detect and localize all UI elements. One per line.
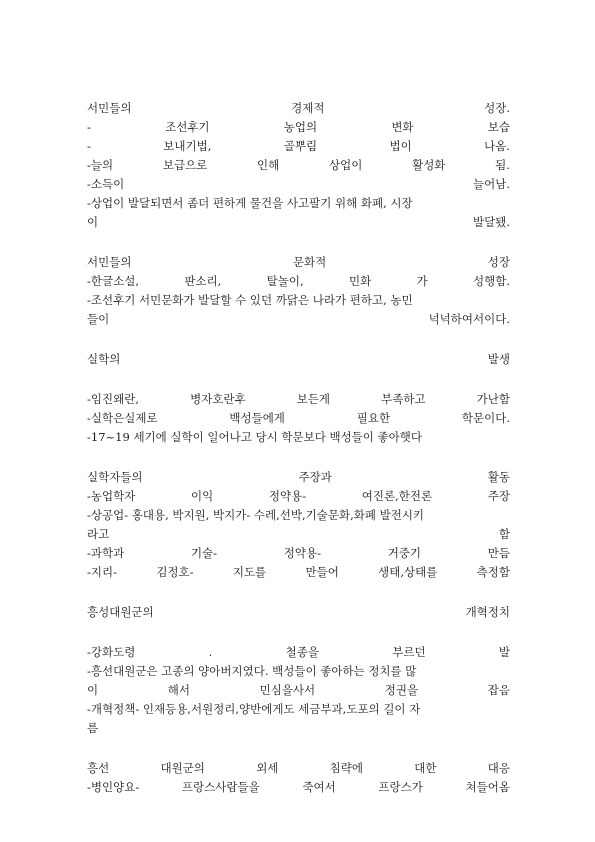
- text-word: 침략에: [329, 761, 363, 775]
- text-word: 가난함: [476, 392, 510, 406]
- text-word: 여진론,한전론: [361, 489, 433, 503]
- text-word: 인해: [257, 158, 280, 172]
- text-word: 농업의: [283, 120, 318, 134]
- text-line: [87, 390, 510, 409]
- text-word: 기술-: [190, 546, 218, 560]
- text-word: 필요한: [356, 411, 391, 425]
- text-word: 들이: [87, 312, 110, 326]
- text-word: 민심을사서: [259, 683, 316, 697]
- text-word: -: [87, 139, 91, 153]
- text-word: 죽여서: [302, 780, 336, 794]
- blank-line: [87, 447, 510, 468]
- text-word: 철종을: [285, 645, 319, 659]
- blank-line: [87, 329, 510, 350]
- text-line: [87, 272, 510, 291]
- text-word: 만들어: [305, 565, 339, 579]
- text-line: [87, 487, 510, 506]
- text-word: 프랑스가: [378, 780, 423, 794]
- text-word: 조선후기: [165, 120, 210, 134]
- text-word: 보든게: [296, 392, 331, 406]
- text-word: 라고: [87, 527, 110, 541]
- text-word: 대응: [487, 761, 510, 775]
- text-word: 해서: [167, 683, 190, 697]
- text-word: -흥선대원군은 고종의 양아버지였다. 백성들이 좋아하는 정치를 많: [87, 664, 417, 678]
- text-word: 실학의: [87, 352, 121, 366]
- text-word: 병자호란후: [190, 392, 246, 406]
- text-word: 발달됐.: [473, 215, 510, 229]
- text-word: 됨.: [495, 158, 510, 172]
- text-word: 프랑스사람들을: [181, 780, 260, 794]
- text-word: 잡음: [487, 683, 510, 697]
- text-line: [87, 409, 510, 428]
- text-word: -농업학자: [87, 489, 136, 503]
- blank-line: [87, 582, 510, 603]
- text-word: 성행함.: [473, 274, 510, 288]
- text-word: 보내기법,: [163, 139, 212, 153]
- text-word: -실학은실제로: [87, 411, 158, 425]
- text-word: 학문이다.: [461, 411, 510, 425]
- text-word: 만듬: [487, 546, 510, 560]
- text-word: -지리-: [87, 565, 117, 579]
- text-word: -: [87, 120, 91, 134]
- text-word: 생태,상태를: [378, 565, 438, 579]
- text-word: 경제적: [291, 101, 325, 115]
- text-word: 보급으로: [162, 158, 208, 172]
- text-line: [87, 156, 510, 175]
- text-word: 백성들에게: [229, 411, 285, 425]
- text-word: 흥선: [87, 761, 110, 775]
- text-line: [87, 759, 510, 778]
- text-word: 법이: [389, 139, 412, 153]
- text-word: 대원군의: [160, 761, 205, 775]
- text-word: 거중기: [387, 546, 422, 560]
- text-line: [87, 700, 510, 719]
- text-line: [87, 719, 510, 738]
- text-word: 문화적: [292, 255, 327, 269]
- text-word: -강화도령: [87, 645, 136, 659]
- text-word: 외세: [256, 761, 279, 775]
- text-word: .: [208, 645, 213, 659]
- blank-line: [87, 738, 510, 759]
- text-word: 성장.: [484, 101, 510, 115]
- text-word: 골뿌림: [283, 139, 318, 153]
- text-word: 발: [498, 645, 510, 659]
- text-word: 대한: [414, 761, 437, 775]
- text-word: 부족하고: [381, 392, 426, 406]
- text-word: 주장과: [298, 470, 332, 484]
- text-word: -개혁정책- 인재등용,서원정리,양반에게도 세금부과,도포의 길이 자: [87, 702, 421, 716]
- text-line: [87, 253, 510, 272]
- text-word: 넉넉하여서이다.: [428, 312, 510, 326]
- blank-line: [87, 369, 510, 390]
- text-line: [87, 310, 510, 329]
- text-word: 정권을: [384, 683, 419, 697]
- text-word: 측정함: [476, 565, 510, 579]
- text-line: [87, 643, 510, 662]
- text-line: [87, 544, 510, 563]
- text-word: 함: [498, 527, 510, 541]
- text-word: 이: [87, 215, 99, 229]
- blank-line: [87, 622, 510, 643]
- text-word: 개혁정치: [465, 605, 510, 619]
- text-line: [87, 563, 510, 582]
- text-word: 정약용-: [268, 489, 307, 503]
- text-word: -병인양요-: [87, 780, 140, 794]
- text-line: [87, 118, 510, 137]
- text-word: 이익: [191, 489, 214, 503]
- text-word: -조선후기 서민문화가 발달할 수 있던 까닭은 나라가 편하고, 농민: [87, 293, 413, 307]
- text-word: 민화: [348, 274, 372, 288]
- text-line: [87, 350, 510, 369]
- text-line: [87, 137, 510, 156]
- text-word: 부르던: [392, 645, 426, 659]
- text-word: 름: [87, 721, 99, 735]
- text-word: 정약용-: [283, 546, 321, 560]
- text-word: 서민들의: [87, 255, 132, 269]
- text-line: [87, 525, 510, 544]
- text-line: [87, 681, 510, 700]
- text-word: 활성화: [412, 158, 446, 172]
- text-word: 나옴.: [484, 139, 510, 153]
- text-word: 보습: [487, 120, 510, 134]
- text-word: 판소리,: [184, 274, 222, 288]
- text-word: 이: [87, 683, 99, 697]
- text-word: 상업이: [329, 158, 363, 172]
- text-line: [87, 506, 510, 525]
- text-line: [87, 778, 510, 797]
- text-word: -상공업- 홍대용, 박지원, 박지가- 수레,선박,기술문화,화폐 발전시키: [87, 508, 425, 522]
- text-line: [87, 175, 510, 194]
- blank-line: [87, 232, 510, 253]
- text-word: 탈놀이,: [266, 274, 304, 288]
- text-line: [87, 428, 510, 447]
- text-line: [87, 99, 510, 118]
- text-word: 실학자들의: [87, 470, 143, 484]
- text-line: [87, 194, 510, 213]
- text-word: 서민들의: [87, 101, 132, 115]
- text-word: 김정호-: [156, 565, 194, 579]
- text-word: -한글소설,: [87, 274, 139, 288]
- document-body: [87, 99, 510, 797]
- text-line: [87, 468, 510, 487]
- text-word: 발생: [487, 352, 510, 366]
- text-word: -늘의: [87, 158, 114, 172]
- text-word: -17~19 세기에 실학이 일어나고 당시 학문보다 백성들이 좋아햇다: [87, 430, 422, 444]
- text-line: [87, 213, 510, 232]
- text-word: 지도를: [232, 565, 267, 579]
- text-word: -임진왜란,: [87, 392, 139, 406]
- text-word: 활동: [487, 470, 510, 484]
- text-word: 쳐들어옴: [465, 780, 510, 794]
- text-word: 가: [416, 274, 428, 288]
- text-word: -소득이: [87, 177, 125, 191]
- text-line: [87, 291, 510, 310]
- text-word: -과학과: [87, 546, 125, 560]
- text-word: 흥성대원군의: [87, 605, 154, 619]
- text-word: 주장: [487, 489, 510, 503]
- text-line: [87, 603, 510, 622]
- text-line: [87, 662, 510, 681]
- text-word: 변화: [391, 120, 414, 134]
- text-word: 성장: [487, 255, 510, 269]
- text-word: -상업이 발달되면서 좀더 편하게 물건을 사고팔기 위해 화폐, 시장: [87, 196, 413, 210]
- text-word: 늘어남.: [473, 177, 510, 191]
